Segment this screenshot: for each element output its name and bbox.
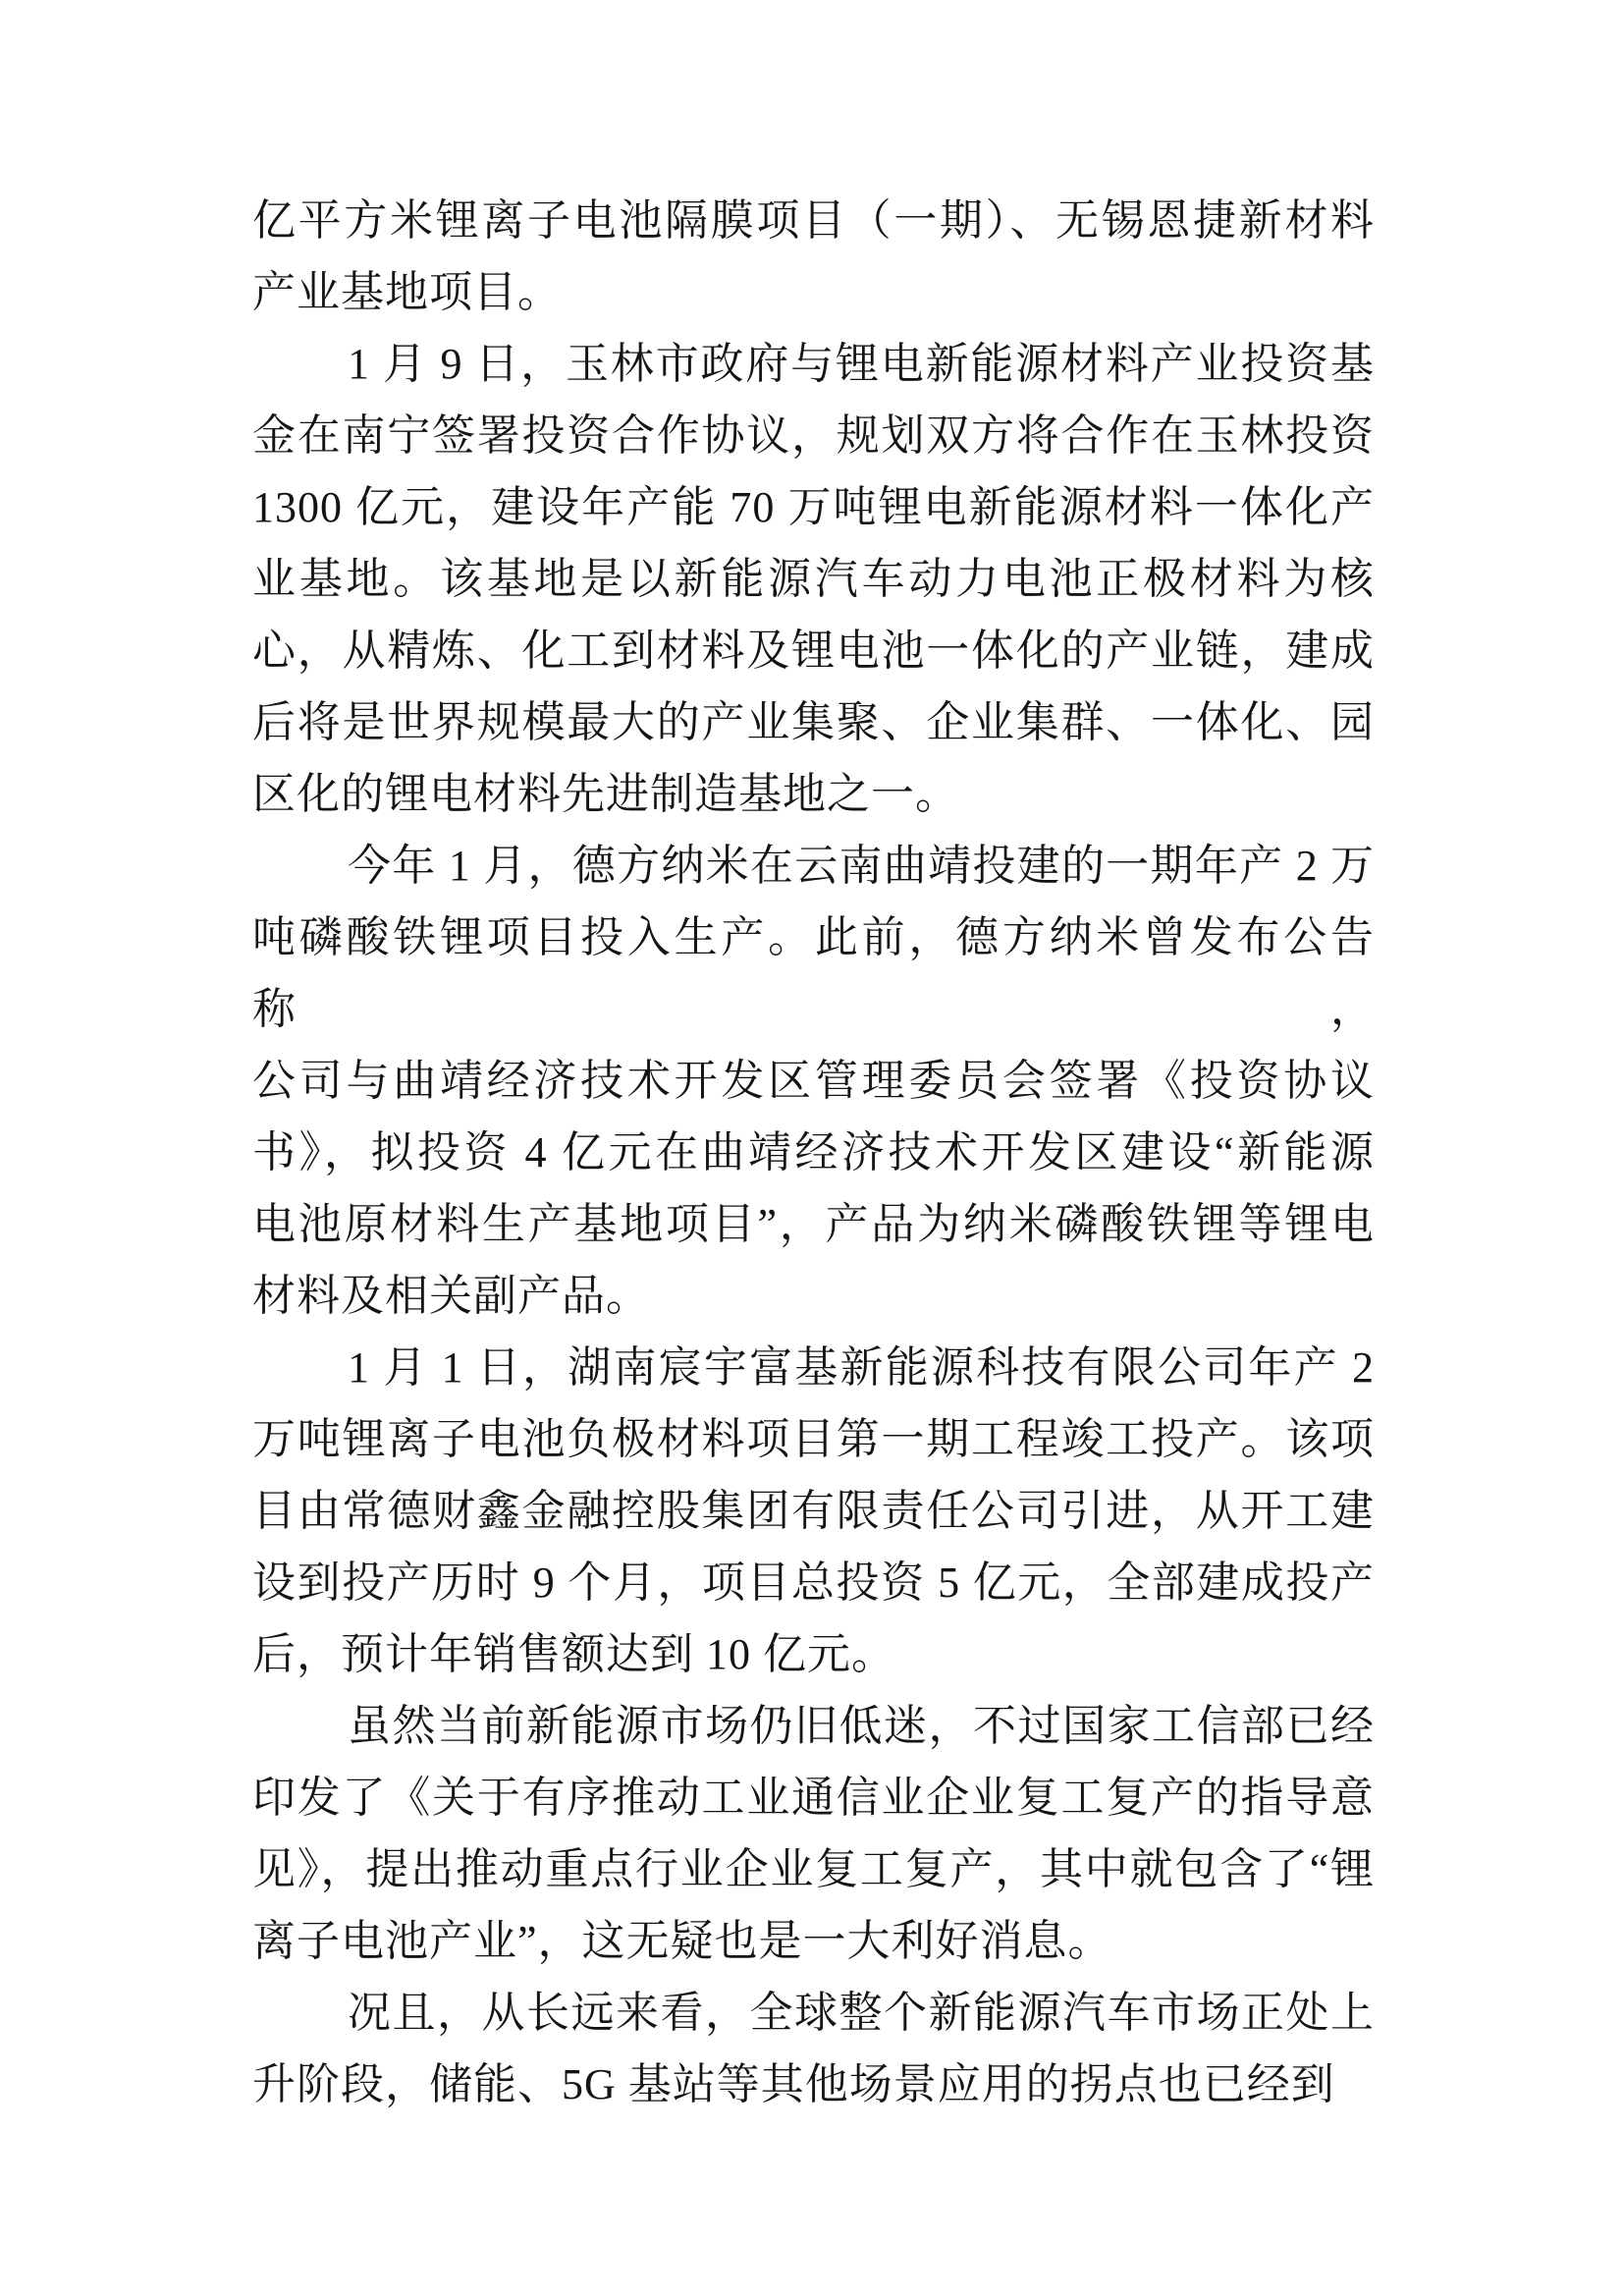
text-line: 虽然当前新能源市场仍旧低迷，不过国家工信部已经 (348, 1702, 1375, 1750)
paragraph (252, 1332, 1375, 1690)
paragraph (252, 830, 1375, 1332)
text-line: 金在南宁签署投资合作协议，规划双方将合作在玉林投资 (252, 411, 1375, 460)
text-line: 1300 亿元，建设年产能 70 万吨锂电新能源材料一体化产 (252, 483, 1375, 531)
text-line: 万吨锂离子电池负极材料项目第一期工程竣工投产。该项 (252, 1415, 1375, 1463)
text-line: 产业基地项目。 (252, 268, 562, 316)
text-line: 见》，提出推动重点行业企业复工复产，其中就包含了“锂 (252, 1845, 1375, 1893)
paragraph (252, 328, 1375, 830)
text-line: 目由常德财鑫金融控股集团有限责任公司引进，从开工建 (252, 1487, 1375, 1535)
text-line: 吨磷酸铁锂项目投入生产。此前，德方纳米曾发布公告称， (252, 913, 1375, 1033)
text-line: 今年 1 月，德方纳米在云南曲靖投建的一期年产 2 万 (348, 842, 1375, 890)
text-line: 公司与曲靖经济技术开发区管理委员会签署《投资协议 (252, 1057, 1375, 1105)
text-line: 1 月 1 日，湖南宸宇富基新能源科技有限公司年产 2 (348, 1343, 1375, 1392)
text-line: 书》，拟投资 4 亿元在曲靖经济技术开发区建设“新能源 (252, 1128, 1375, 1176)
text-line: 材料及相关副产品。 (252, 1272, 650, 1320)
text-line: 电池原材料生产基地项目”，产品为纳米磷酸铁锂等锂电 (252, 1200, 1375, 1248)
text-line: 离子电池产业”，这无疑也是一大利好消息。 (252, 1917, 1112, 1965)
text-line: 亿平方米锂离子电池隔膜项目（一期）、无锡恩捷新材料 (252, 196, 1375, 245)
text-line: 况且，从长远来看，全球整个新能源汽车市场正处上 (348, 1989, 1375, 2037)
text-line: 设到投产历时 9 个月，项目总投资 5 亿元，全部建成投产 (252, 1558, 1375, 1607)
text-line: 后，预计年销售额达到 10 亿元。 (252, 1630, 895, 1678)
text-line: 升阶段，储能、5G 基站等其他场景应用的拐点也已经到 (252, 2060, 1335, 2108)
text-line: 1 月 9 日，玉林市政府与锂电新能源材料产业投资基 (348, 340, 1375, 388)
paragraph (252, 1690, 1375, 1977)
paragraph (252, 1977, 1375, 2120)
text-line: 区化的锂电材料先进制造基地之一。 (252, 770, 959, 818)
text-line: 后将是世界规模最大的产业集聚、企业集群、一体化、园 (252, 698, 1375, 746)
paragraph (252, 185, 1375, 328)
text-line: 业基地。该基地是以新能源汽车动力电池正极材料为核 (252, 555, 1375, 603)
text-line: 印发了《关于有序推动工业通信业企业复工复产的指导意 (252, 1774, 1375, 1822)
text-line: 心，从精炼、化工到材料及锂电池一体化的产业链，建成 (252, 627, 1375, 675)
